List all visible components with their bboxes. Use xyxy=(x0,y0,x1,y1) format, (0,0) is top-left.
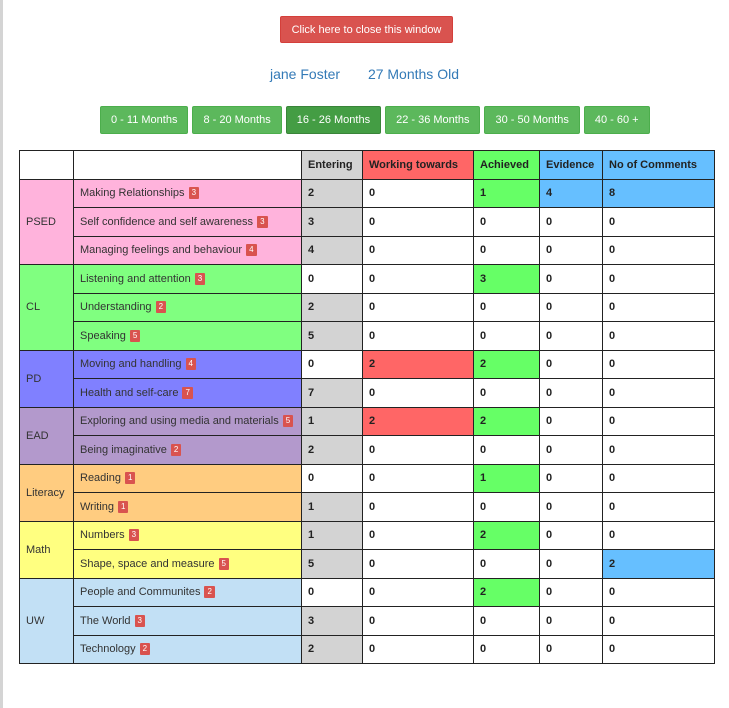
working-towards-cell: 0 xyxy=(363,208,474,237)
achieved-cell: 0 xyxy=(474,635,540,664)
aspect-label[interactable]: Technology xyxy=(80,643,136,656)
evidence-cell: 0 xyxy=(540,635,603,664)
entering-cell: 5 xyxy=(302,322,363,351)
aspect-cell xyxy=(74,179,302,208)
achieved-cell: 3 xyxy=(474,265,540,294)
working-towards-cell: 0 xyxy=(363,464,474,493)
age-range-tabs xyxy=(100,106,654,134)
working-towards-cell: 0 xyxy=(363,607,474,636)
working-towards-cell: 0 xyxy=(363,436,474,465)
tab-age-range[interactable]: 22 - 36 Months xyxy=(385,106,480,134)
table-row xyxy=(20,521,715,550)
evidence-cell: 0 xyxy=(540,265,603,294)
aspect-label[interactable]: Understanding xyxy=(80,301,152,314)
evidence-cell: 0 xyxy=(540,550,603,579)
entering-cell: 5 xyxy=(302,550,363,579)
evidence-cell: 0 xyxy=(540,236,603,265)
aspect-cell xyxy=(74,493,302,522)
aspect-label[interactable]: Being imaginative xyxy=(80,443,167,456)
statement-count-badge[interactable]: 2 xyxy=(140,643,150,655)
entering-cell: 3 xyxy=(302,208,363,237)
aspect-label[interactable]: People and Communites xyxy=(80,586,201,599)
comments-cell: 0 xyxy=(603,293,715,322)
child-info xyxy=(0,66,729,82)
evidence-cell: 0 xyxy=(540,493,603,522)
working-towards-cell: 0 xyxy=(363,578,474,607)
working-towards-cell: 0 xyxy=(363,635,474,664)
area-cell: UW xyxy=(20,578,74,664)
achieved-cell: 0 xyxy=(474,550,540,579)
comments-cell: 0 xyxy=(603,464,715,493)
aspect-cell xyxy=(74,236,302,265)
aspect-cell xyxy=(74,293,302,322)
working-towards-cell: 2 xyxy=(363,407,474,436)
comments-cell: 0 xyxy=(603,436,715,465)
comments-cell: 0 xyxy=(603,208,715,237)
working-towards-cell: 0 xyxy=(363,493,474,522)
evidence-cell: 0 xyxy=(540,436,603,465)
aspect-cell xyxy=(74,350,302,379)
comments-cell: 2 xyxy=(603,550,715,579)
comments-cell: 0 xyxy=(603,578,715,607)
assessment-table xyxy=(19,150,715,664)
statement-count-badge[interactable]: 4 xyxy=(246,244,256,256)
statement-count-badge[interactable]: 3 xyxy=(195,273,205,285)
tab-age-range[interactable]: 16 - 26 Months xyxy=(286,106,381,134)
table-row xyxy=(20,322,715,351)
statement-count-badge[interactable]: 2 xyxy=(171,444,181,456)
aspect-label[interactable]: Health and self-care xyxy=(80,386,179,399)
close-window-button[interactable]: Click here to close this window xyxy=(280,16,453,43)
table-row xyxy=(20,607,715,636)
working-towards-cell: 0 xyxy=(363,293,474,322)
entering-cell: 3 xyxy=(302,607,363,636)
evidence-cell: 0 xyxy=(540,379,603,408)
statement-count-badge[interactable]: 1 xyxy=(125,472,135,484)
aspect-label[interactable]: Reading xyxy=(80,472,121,485)
entering-cell: 1 xyxy=(302,493,363,522)
aspect-cell xyxy=(74,322,302,351)
aspect-cell xyxy=(74,208,302,237)
entering-cell: 2 xyxy=(302,635,363,664)
aspect-label[interactable]: Moving and handling xyxy=(80,358,182,371)
table-row xyxy=(20,350,715,379)
entering-cell: 4 xyxy=(302,236,363,265)
achieved-cell: 2 xyxy=(474,578,540,607)
evidence-cell: 0 xyxy=(540,293,603,322)
header-working-towards: Working towards xyxy=(363,151,474,180)
statement-count-badge[interactable]: 3 xyxy=(189,187,199,199)
aspect-cell xyxy=(74,464,302,493)
evidence-cell: 0 xyxy=(540,521,603,550)
working-towards-cell: 0 xyxy=(363,265,474,294)
entering-cell: 1 xyxy=(302,407,363,436)
table-row xyxy=(20,236,715,265)
working-towards-cell: 0 xyxy=(363,521,474,550)
working-towards-cell: 0 xyxy=(363,379,474,408)
aspect-label[interactable]: Writing xyxy=(80,500,115,513)
achieved-cell: 0 xyxy=(474,493,540,522)
area-cell: PD xyxy=(20,350,74,407)
aspect-label[interactable]: Exploring and using media and materials xyxy=(80,415,279,428)
aspect-cell xyxy=(74,578,302,607)
statement-count-badge[interactable]: 5 xyxy=(130,330,140,342)
table-row xyxy=(20,550,715,579)
aspect-label[interactable]: Listening and attention xyxy=(80,272,191,285)
aspect-cell xyxy=(74,379,302,408)
achieved-cell: 0 xyxy=(474,322,540,351)
table-row xyxy=(20,379,715,408)
table-row xyxy=(20,635,715,664)
comments-cell: 0 xyxy=(603,493,715,522)
entering-cell: 7 xyxy=(302,379,363,408)
aspect-label[interactable]: Managing feelings and behaviour xyxy=(80,244,243,257)
aspect-cell xyxy=(74,550,302,579)
entering-cell: 2 xyxy=(302,179,363,208)
aspect-label[interactable]: Numbers xyxy=(80,529,125,542)
aspect-cell xyxy=(74,265,302,294)
header-row xyxy=(20,151,715,180)
achieved-cell: 0 xyxy=(474,236,540,265)
aspect-label[interactable]: Self confidence and self awareness xyxy=(80,215,254,228)
table-row xyxy=(20,265,715,294)
evidence-cell: 0 xyxy=(540,322,603,351)
statement-count-badge[interactable]: 5 xyxy=(219,558,229,570)
tab-age-range[interactable]: 40 - 60 + xyxy=(584,106,650,134)
achieved-cell: 2 xyxy=(474,521,540,550)
entering-cell: 1 xyxy=(302,521,363,550)
comments-cell: 0 xyxy=(603,265,715,294)
table-row xyxy=(20,407,715,436)
aspect-cell xyxy=(74,436,302,465)
comments-cell: 0 xyxy=(603,635,715,664)
achieved-cell: 2 xyxy=(474,350,540,379)
achieved-cell: 0 xyxy=(474,208,540,237)
tab-age-range[interactable]: 30 - 50 Months xyxy=(484,106,579,134)
statement-count-badge[interactable]: 4 xyxy=(186,358,196,370)
comments-cell: 0 xyxy=(603,350,715,379)
aspect-label[interactable]: Making Relationships xyxy=(80,187,185,200)
evidence-cell: 0 xyxy=(540,407,603,436)
area-cell: PSED xyxy=(20,179,74,265)
tab-age-range[interactable]: 0 - 11 Months xyxy=(100,106,188,134)
working-towards-cell: 0 xyxy=(363,236,474,265)
achieved-cell: 0 xyxy=(474,293,540,322)
achieved-cell: 0 xyxy=(474,379,540,408)
header-aspect xyxy=(74,151,302,180)
statement-count-badge[interactable]: 1 xyxy=(118,501,128,513)
entering-cell: 0 xyxy=(302,578,363,607)
working-towards-cell: 0 xyxy=(363,550,474,579)
area-cell: EAD xyxy=(20,407,74,464)
achieved-cell: 0 xyxy=(474,436,540,465)
evidence-cell: 0 xyxy=(540,208,603,237)
working-towards-cell: 0 xyxy=(363,322,474,351)
comments-cell: 0 xyxy=(603,607,715,636)
comments-cell: 0 xyxy=(603,322,715,351)
working-towards-cell: 0 xyxy=(363,179,474,208)
statement-count-badge[interactable]: 3 xyxy=(135,615,145,627)
evidence-cell: 0 xyxy=(540,350,603,379)
aspect-label[interactable]: Speaking xyxy=(80,329,126,342)
comments-cell: 0 xyxy=(603,379,715,408)
header-achieved: Achieved xyxy=(474,151,540,180)
comments-cell: 0 xyxy=(603,236,715,265)
evidence-cell: 4 xyxy=(540,179,603,208)
achieved-cell: 0 xyxy=(474,607,540,636)
header-no-of-comments: No of Comments xyxy=(603,151,715,180)
entering-cell: 0 xyxy=(302,265,363,294)
statement-count-badge[interactable]: 7 xyxy=(182,387,192,399)
table-row xyxy=(20,464,715,493)
comments-cell: 8 xyxy=(603,179,715,208)
aspect-label[interactable]: The World xyxy=(80,614,131,627)
aspect-cell xyxy=(74,607,302,636)
comments-cell: 0 xyxy=(603,521,715,550)
statement-count-badge[interactable]: 5 xyxy=(283,415,293,427)
child-age: 27 Months Old xyxy=(367,66,459,82)
table-row xyxy=(20,436,715,465)
evidence-cell: 0 xyxy=(540,607,603,636)
area-cell: Math xyxy=(20,521,74,578)
evidence-cell: 0 xyxy=(540,464,603,493)
area-cell: Literacy xyxy=(20,464,74,521)
area-cell: CL xyxy=(20,265,74,351)
table-row xyxy=(20,293,715,322)
comments-cell: 0 xyxy=(603,407,715,436)
table-row xyxy=(20,493,715,522)
table-row xyxy=(20,208,715,237)
statement-count-badge[interactable]: 2 xyxy=(156,301,166,313)
entering-cell: 0 xyxy=(302,464,363,493)
evidence-cell: 0 xyxy=(540,578,603,607)
header-entering: Entering xyxy=(302,151,363,180)
statement-count-badge[interactable]: 2 xyxy=(204,586,214,598)
aspect-cell xyxy=(74,521,302,550)
tab-age-range[interactable]: 8 - 20 Months xyxy=(192,106,281,134)
aspect-cell xyxy=(74,635,302,664)
table-row xyxy=(20,179,715,208)
header-area xyxy=(20,151,74,180)
achieved-cell: 2 xyxy=(474,407,540,436)
aspect-cell xyxy=(74,407,302,436)
entering-cell: 2 xyxy=(302,436,363,465)
achieved-cell: 1 xyxy=(474,464,540,493)
window-left-edge xyxy=(0,0,3,708)
achieved-cell: 1 xyxy=(474,179,540,208)
aspect-label[interactable]: Shape, space and measure xyxy=(80,557,215,570)
entering-cell: 2 xyxy=(302,293,363,322)
entering-cell: 0 xyxy=(302,350,363,379)
working-towards-cell: 2 xyxy=(363,350,474,379)
table-row xyxy=(20,578,715,607)
child-name[interactable]: jane Foster xyxy=(270,66,341,82)
statement-count-badge[interactable]: 3 xyxy=(129,529,139,541)
statement-count-badge[interactable]: 3 xyxy=(257,216,267,228)
header-evidence: Evidence xyxy=(540,151,603,180)
